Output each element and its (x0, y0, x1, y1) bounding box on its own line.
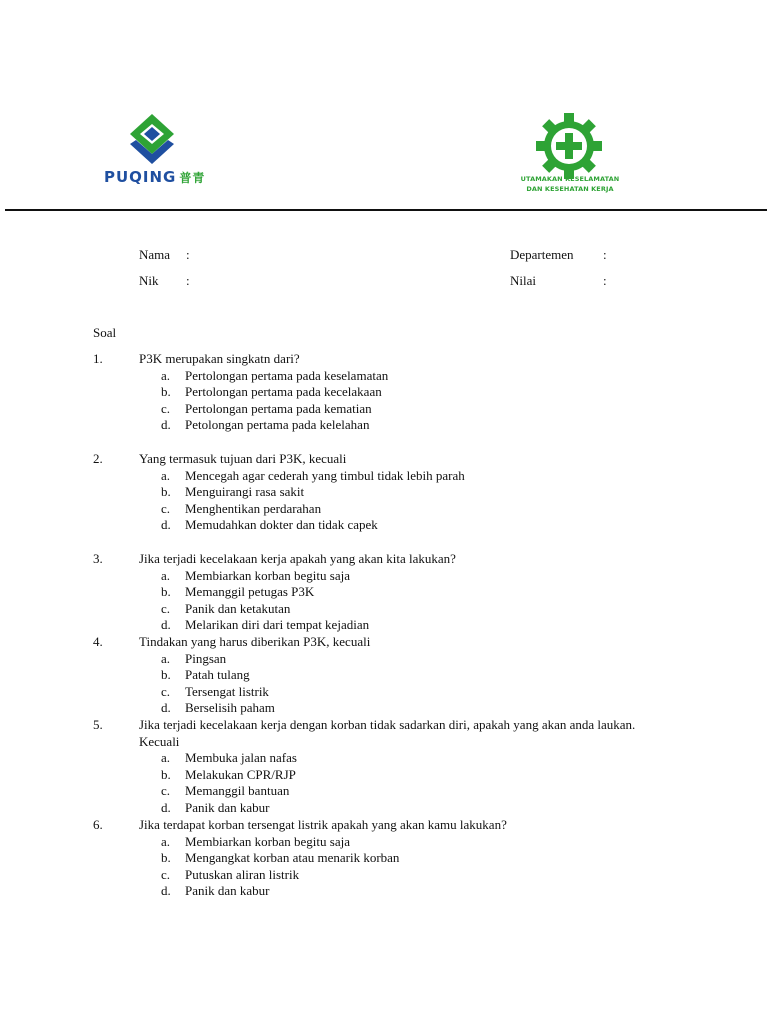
option-letter: b. (161, 667, 171, 683)
question-text: Jika terjadi kecelakaan kerja apakah yang akan kita lakukan? (139, 551, 456, 566)
option-item (0, 584, 768, 601)
option-letter: d. (161, 700, 171, 716)
question-number: 1. (93, 351, 103, 366)
option-item (0, 783, 768, 800)
puqing-logo (104, 114, 214, 190)
option-list (0, 368, 768, 434)
option-text: Membiarkan korban begitu saja (185, 833, 350, 849)
option-letter: b. (161, 584, 171, 600)
option-letter: d. (161, 799, 171, 815)
k3-slogan-line1: UTAMAKAN KESELAMATAN (520, 175, 620, 183)
nilai-field (510, 273, 607, 289)
option-item (0, 700, 768, 717)
puqing-brand-text: PUQING 普青 (104, 168, 206, 186)
puqing-logo-icon (130, 114, 174, 164)
option-letter: b. (161, 384, 171, 400)
option-text: Berselisih paham (185, 700, 275, 716)
header-divider (5, 209, 767, 211)
option-item (0, 834, 768, 851)
option-item (0, 501, 768, 518)
option-item (0, 601, 768, 618)
option-letter: a. (161, 367, 171, 383)
option-item (0, 883, 768, 900)
k3-logo (512, 110, 628, 196)
nik-field (139, 273, 190, 289)
option-item (0, 750, 768, 767)
k3-gear-cross-icon (536, 113, 602, 179)
question-number: 5. (93, 717, 103, 732)
option-letter: d. (161, 417, 171, 433)
option-letter: a. (161, 833, 171, 849)
option-text: Pertolongan pertama pada keselamatan (185, 367, 389, 383)
option-letter: a. (161, 650, 171, 666)
option-letter: a. (161, 567, 171, 583)
nama-field (139, 247, 190, 263)
option-list (0, 750, 768, 816)
option-text: Melakukan CPR/RJP (185, 766, 296, 782)
option-item (0, 684, 768, 701)
nilai-colon: : (603, 273, 607, 288)
question-text: Jika terdapat korban tersengat listrik apakah yang akan kamu lakukan? (139, 817, 507, 832)
departemen-field (510, 247, 607, 263)
option-item (0, 517, 768, 534)
option-letter: c. (161, 600, 171, 616)
option-letter: c. (161, 866, 171, 882)
option-text: Pertolongan pertama pada kematian (185, 400, 372, 416)
question-text: Tindakan yang harus diberikan P3K, kecuali (139, 634, 371, 649)
option-item (0, 651, 768, 668)
option-letter: a. (161, 750, 171, 766)
option-list (0, 834, 768, 900)
nama-label: Nama (139, 247, 171, 262)
soal-heading: Soal (93, 325, 117, 340)
option-text: Petolongan pertama pada kelelahan (185, 417, 370, 433)
question-number: 6. (93, 817, 103, 832)
nik-colon: : (186, 273, 190, 288)
option-item (0, 850, 768, 867)
option-letter: c. (161, 783, 171, 799)
option-letter: d. (161, 883, 171, 899)
nama-colon: : (186, 247, 190, 262)
option-letter: c. (161, 500, 171, 516)
option-item (0, 568, 768, 585)
departemen-colon: : (603, 247, 607, 262)
option-letter: b. (161, 850, 171, 866)
departemen-label: Departemen (510, 247, 574, 262)
option-text: Panik dan kabur (185, 799, 270, 815)
option-text: Tersengat listrik (185, 683, 269, 699)
question-text: P3K merupakan singkatn dari? (139, 351, 300, 366)
option-letter: b. (161, 766, 171, 782)
option-text: Menghentikan perdarahan (185, 500, 322, 516)
option-letter: c. (161, 400, 171, 416)
option-list (0, 468, 768, 534)
nilai-label: Nilai (510, 273, 536, 288)
option-list (0, 651, 768, 717)
option-letter: d. (161, 617, 171, 633)
option-item (0, 417, 768, 434)
option-text: Putuskan aliran listrik (185, 866, 300, 882)
question-number: 3. (93, 551, 103, 566)
option-item (0, 767, 768, 784)
option-item (0, 484, 768, 501)
option-item (0, 468, 768, 485)
option-text: Menguirangi rasa sakit (185, 484, 305, 500)
question-text: Yang termasuk tujuan dari P3K, kecuali (139, 451, 347, 466)
option-text: Memanggil petugas P3K (185, 584, 315, 600)
option-text: Panik dan ketakutan (185, 600, 291, 616)
option-text: Panik dan kabur (185, 883, 270, 899)
option-text: Patah tulang (185, 667, 250, 683)
option-text: Mengangkat korban atau menarik korban (185, 850, 400, 866)
option-item (0, 401, 768, 418)
option-item (0, 667, 768, 684)
option-item (0, 368, 768, 385)
option-text: Memudahkan dokter dan tidak capek (185, 517, 378, 533)
option-text: Mencegah agar cederah yang timbul tidak lebih parah (185, 467, 465, 483)
nik-label: Nik (139, 273, 159, 288)
option-item (0, 384, 768, 401)
option-letter: c. (161, 683, 171, 699)
option-list (0, 568, 768, 634)
option-item (0, 800, 768, 817)
k3-slogan-line2: DAN KESEHATAN KERJA (526, 185, 614, 193)
option-letter: b. (161, 484, 171, 500)
option-text: Membuka jalan nafas (185, 750, 297, 766)
question-number: 4. (93, 634, 103, 649)
option-text: Pingsan (185, 650, 227, 666)
option-text: Pertolongan pertama pada kecelakaan (185, 384, 382, 400)
option-text: Memanggil bantuan (185, 783, 290, 799)
question-number: 2. (93, 451, 103, 466)
option-letter: d. (161, 517, 171, 533)
option-item (0, 617, 768, 634)
option-letter: a. (161, 467, 171, 483)
option-text: Melarikan diri dari tempat kejadian (185, 617, 370, 633)
option-item (0, 867, 768, 884)
question-text: Jika terjadi kecelakaan kerja dengan korban tidak sadarkan diri, apakah yang akan anda laukan. Kecuali (139, 717, 636, 749)
option-text: Membiarkan korban begitu saja (185, 567, 350, 583)
